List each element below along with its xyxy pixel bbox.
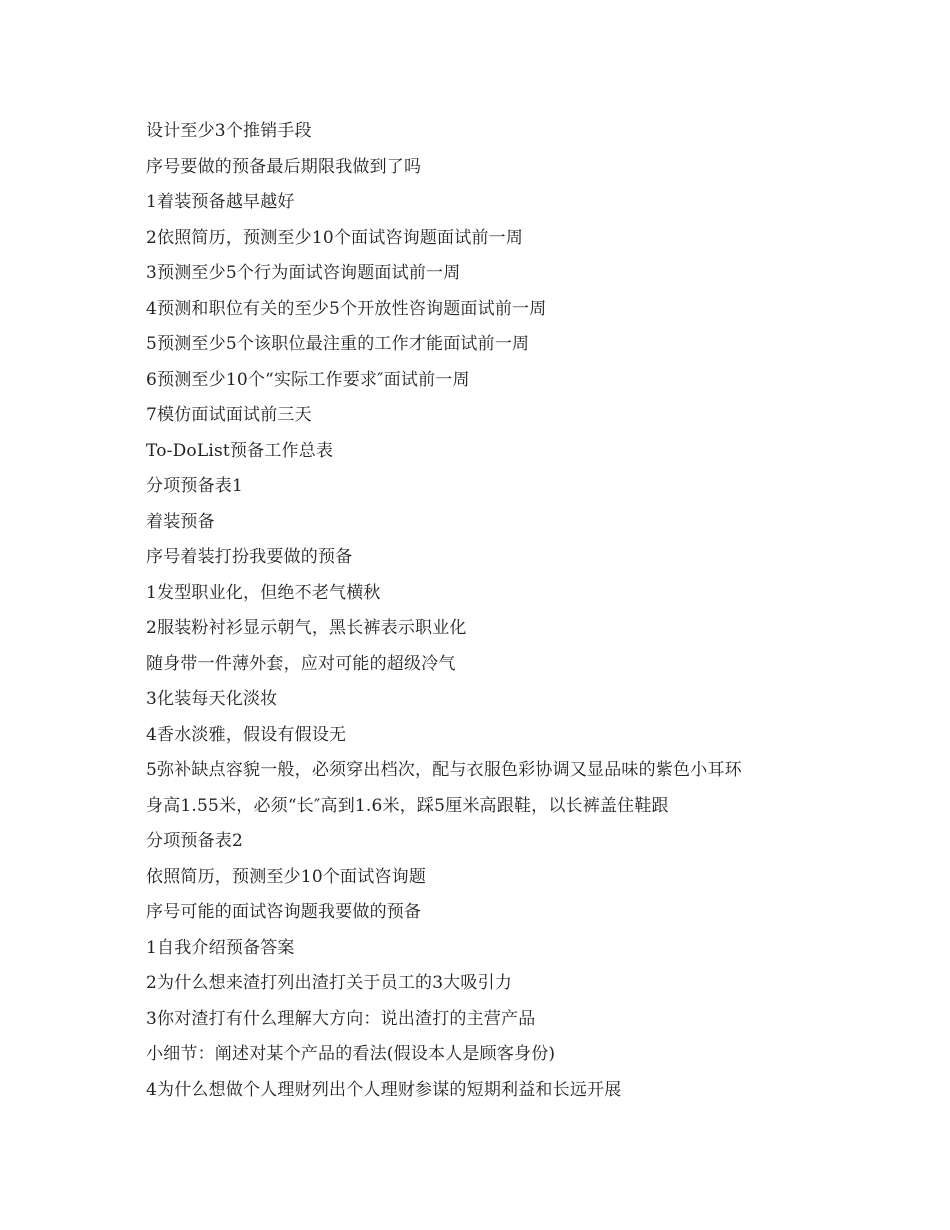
text-line: 依照简历，预测至少10个面试咨询题 <box>146 866 427 887</box>
text-line: 3你对渣打有什么理解大方向：说出渣打的主营产品 <box>146 1008 536 1029</box>
text-line: 分项预备表2 <box>146 831 244 851</box>
text-line: 着装预备 <box>146 511 215 532</box>
text-line: 4预测和职位有关的至少5个开放性咨询题面试前一周 <box>146 298 547 319</box>
text-line: 2服装粉衬衫显示朝气，黑长裤表示职业化 <box>146 618 467 638</box>
text-line: 5预测至少5个该职位最注重的工作才能面试前一周 <box>146 334 530 354</box>
text-line: 3预测至少5个行为面试咨询题面试前一周 <box>146 263 461 283</box>
text-line: 序号着装打扮我要做的预备 <box>146 547 353 567</box>
text-line: 3化装每天化淡妆 <box>146 689 278 709</box>
text-line: 序号可能的面试咨询题我要做的预备 <box>146 902 422 922</box>
text-line: 1着装预备越早越好 <box>146 192 295 212</box>
text-line: 随身带一件薄外套，应对可能的超级冷气 <box>146 653 456 674</box>
text-line: 4为什么想做个人理财列出个人理财参谋的短期利益和长远开展 <box>146 1079 622 1100</box>
text-line: 序号要做的预备最后期限我做到了吗 <box>146 156 422 177</box>
text-line: To-DoList预备工作总表 <box>146 440 334 461</box>
text-line: 7模仿面试面试前三天 <box>146 405 312 425</box>
text-line: 设计至少3个推销手段 <box>146 121 312 141</box>
text-line: 4香水淡雅，假设有假设无 <box>146 724 347 745</box>
text-line: 1自我介绍预备答案 <box>146 937 295 958</box>
text-line: 6预测至少10个“实际工作要求″面试前一周 <box>146 369 470 390</box>
text-line: 2为什么想来渣打列出渣打关于员工的3大吸引力 <box>146 973 513 993</box>
text-line: 5弥补缺点容貌一般，必须穿出档次，配与衣服色彩协调又显品味的紫色小耳环 <box>146 760 742 780</box>
text-line: 分项预备表1 <box>146 476 244 496</box>
document-body <box>146 118 846 1112</box>
text-line: 身高1.55米，必须“长″高到1.6米，踩5厘米高跟鞋，以长裤盖住鞋跟 <box>146 795 669 816</box>
text-line: 1发型职业化，但绝不老气横秋 <box>146 582 381 603</box>
text-line: 2依照简历，预测至少10个面试咨询题面试前一周 <box>146 227 524 248</box>
text-line: 小细节：阐述对某个产品的看法(假设本人是顾客身份) <box>146 1044 556 1064</box>
